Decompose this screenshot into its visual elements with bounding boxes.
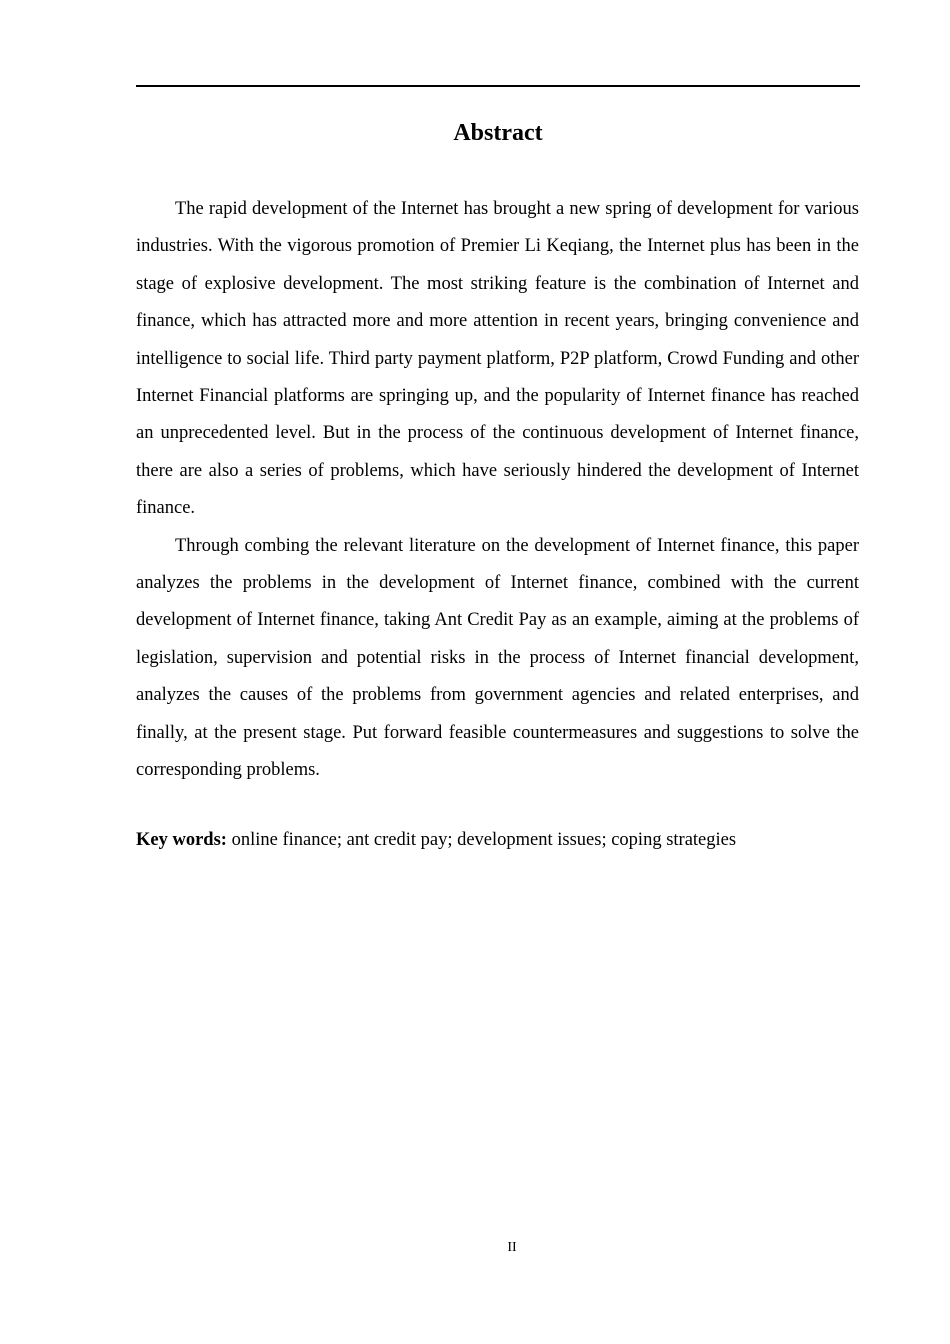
keywords-value: online finance; ant credit pay; development issues; coping strategies (226, 830, 737, 850)
abstract-paragraph-1: The rapid development of the Internet has brought a new spring of development for various industries. With the vigorous promotion of Premier Li Keqiang, the Internet plus has been in the stage of explosive development. The most striking feature is the combination of Internet and finance, which has attracted more and more attention in recent years, bringing convenience and intelligence to social life. Third party payment platform, P2P platform, Crowd Funding and other Internet Financial platforms are springing up, and the popularity of Internet finance has reached an unprecedented level. But in the process of the continuous development of Internet finance, there are also a series of problems, which have seriously hindered the development of Internet finance. (136, 199, 859, 519)
keywords-label: Key words: (136, 830, 227, 850)
page-number: II (507, 1240, 517, 1255)
keywords-line (136, 825, 860, 855)
header-rule (136, 85, 860, 87)
abstract-body (136, 191, 859, 790)
abstract-title: Abstract (453, 120, 543, 146)
abstract-paragraph-2: Through combing the relevant literature on the development of Internet finance, this paper analyzes the problems in the development of Internet finance, combined with the current development of Internet finance, taking Ant Credit Pay as an example, aiming at the problems of legislation, supervision and potential risks in the process of Internet financial development, analyzes the causes of the problems from government agencies and related enterprises, and finally, at the present stage. Put forward feasible countermeasures and suggestions to solve the corresponding problems. (136, 535, 859, 781)
